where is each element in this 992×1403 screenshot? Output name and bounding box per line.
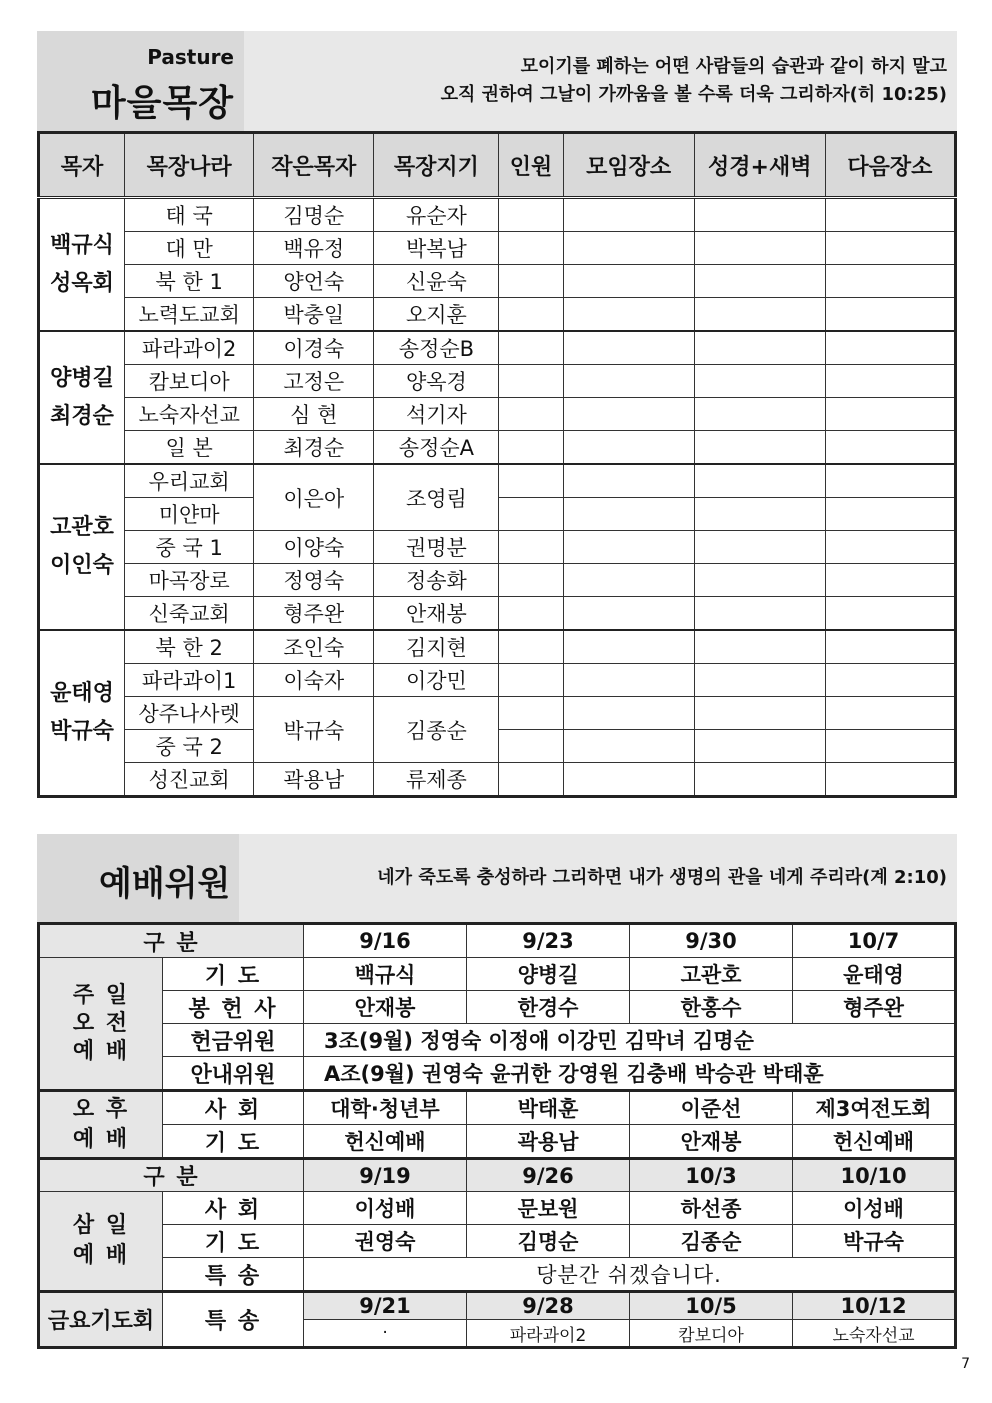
prayer-cell: 윤태영 — [793, 958, 956, 991]
next-place-cell[interactable] — [825, 431, 955, 465]
pastor-name: 이인숙 — [50, 553, 114, 578]
worship-title: 예배위원 — [99, 864, 231, 904]
date-cell: 9/26 — [467, 1159, 630, 1192]
nara-cell: 상주나사렛 — [125, 697, 254, 730]
date-cell: 10/7 — [793, 924, 956, 958]
place-cell[interactable] — [563, 597, 694, 631]
table-row — [39, 398, 956, 431]
keeper-cell: 송정순B — [374, 331, 499, 365]
gubun-label: 구 분 — [39, 1159, 304, 1192]
keeper-cell: 김종순 — [374, 697, 499, 763]
bible-cell[interactable] — [694, 597, 825, 631]
small-pastor-cell: 이양숙 — [254, 531, 374, 564]
worship-header — [37, 834, 957, 922]
place-cell[interactable] — [563, 564, 694, 597]
pasture-table — [37, 131, 957, 798]
col-header-small-pastor: 작은목자 — [254, 133, 374, 198]
bible-cell[interactable] — [694, 763, 825, 797]
pastor-name: 윤태영 — [50, 681, 114, 706]
count-cell[interactable] — [499, 730, 563, 763]
table-row — [39, 531, 956, 564]
keeper-cell: 김지현 — [374, 630, 499, 664]
pm-prayer-cell: 안재봉 — [630, 1125, 793, 1159]
next-place-cell[interactable] — [825, 232, 955, 265]
prayer-cell: 백규식 — [304, 958, 467, 991]
place-cell[interactable] — [563, 664, 694, 697]
pm-prayer-cell: 헌신예배 — [793, 1125, 956, 1159]
nara-cell: 일 본 — [125, 431, 254, 465]
offering-cell: 한홍수 — [630, 991, 793, 1024]
next-place-cell[interactable] — [825, 365, 955, 398]
keeper-cell: 조영림 — [374, 464, 499, 531]
nara-cell: 캄보디아 — [125, 365, 254, 398]
table-row — [39, 464, 956, 498]
next-place-cell[interactable] — [825, 198, 955, 232]
keeper-cell: 정송화 — [374, 564, 499, 597]
keeper-cell: 류제종 — [374, 763, 499, 797]
small-pastor-cell: 조인숙 — [254, 630, 374, 664]
bible-cell[interactable] — [694, 730, 825, 763]
table-row — [39, 630, 956, 664]
bible-cell[interactable] — [694, 664, 825, 697]
group-pastors — [39, 198, 125, 332]
bible-cell[interactable] — [694, 398, 825, 431]
bible-cell[interactable] — [694, 365, 825, 398]
table-row — [39, 1125, 956, 1159]
pasture-english-title: Pasture — [147, 45, 234, 69]
table-row — [39, 958, 956, 991]
group-pastors — [39, 630, 125, 797]
place-cell[interactable] — [563, 198, 694, 232]
nara-cell: 노숙자선교 — [125, 398, 254, 431]
keeper-cell: 오지훈 — [374, 298, 499, 332]
small-pastor-cell: 양언숙 — [254, 265, 374, 298]
table-row — [39, 1258, 956, 1292]
label-line: 오 전 — [72, 1010, 130, 1036]
col-header-bible: 성경+새벽 — [694, 133, 825, 198]
place-cell[interactable] — [563, 531, 694, 564]
pasture-title: 마을목장 — [90, 83, 234, 124]
bible-cell[interactable] — [694, 232, 825, 265]
table-row — [39, 664, 956, 697]
next-place-cell[interactable] — [825, 664, 955, 697]
next-place-cell[interactable] — [825, 265, 955, 298]
col-header-next-place: 다음장소 — [825, 133, 955, 198]
place-cell[interactable] — [563, 697, 694, 730]
small-pastor-cell: 박충일 — [254, 298, 374, 332]
bible-cell[interactable] — [694, 697, 825, 730]
bible-cell[interactable] — [694, 331, 825, 365]
small-pastor-cell: 심 현 — [254, 398, 374, 431]
sunday-pm-label — [39, 1091, 163, 1159]
bible-cell[interactable] — [694, 498, 825, 531]
fri-special-cell: 파라과이2 — [467, 1320, 630, 1348]
prayer-cell: 양병길 — [467, 958, 630, 991]
col-header-place: 모임장소 — [563, 133, 694, 198]
pm-host-cell: 이준선 — [630, 1091, 793, 1125]
nara-cell: 성진교회 — [125, 763, 254, 797]
wed-special-cell: 당분간 쉬겠습니다. — [304, 1258, 956, 1292]
host-label: 사 회 — [163, 1192, 304, 1225]
place-cell[interactable] — [563, 763, 694, 797]
pasture-verse — [441, 53, 947, 109]
small-pastor-cell: 김명순 — [254, 198, 374, 232]
pm-prayer-cell: 헌신예배 — [304, 1125, 467, 1159]
wednesday-date-row — [39, 1159, 956, 1192]
place-cell[interactable] — [563, 298, 694, 332]
count-cell[interactable] — [499, 365, 563, 398]
date-cell: 9/30 — [630, 924, 793, 958]
nara-cell: 북 한 2 — [125, 630, 254, 664]
bible-cell[interactable] — [694, 298, 825, 332]
offering-cell: 한경수 — [467, 991, 630, 1024]
count-cell[interactable] — [499, 265, 563, 298]
count-cell[interactable] — [499, 564, 563, 597]
table-row — [39, 1057, 956, 1091]
worship-title-box — [37, 834, 239, 922]
small-pastor-cell: 이경숙 — [254, 331, 374, 365]
fri-special-cell: · — [304, 1320, 467, 1348]
place-cell[interactable] — [563, 232, 694, 265]
date-cell: 10/10 — [793, 1159, 956, 1192]
count-cell[interactable] — [499, 597, 563, 631]
small-pastor-cell: 최경순 — [254, 431, 374, 465]
keeper-cell: 양옥경 — [374, 365, 499, 398]
nara-cell: 중 국 2 — [125, 730, 254, 763]
bible-cell[interactable] — [694, 431, 825, 465]
table-row — [39, 232, 956, 265]
wed-host-cell: 문보원 — [467, 1192, 630, 1225]
nara-cell: 중 국 1 — [125, 531, 254, 564]
wednesday-label — [39, 1192, 163, 1292]
special-label: 특 송 — [163, 1258, 304, 1292]
pm-host-cell: 박태훈 — [467, 1091, 630, 1125]
small-pastor-cell: 정영숙 — [254, 564, 374, 597]
special-label: 특 송 — [163, 1292, 304, 1348]
nara-cell: 태 국 — [125, 198, 254, 232]
small-pastor-cell: 형주완 — [254, 597, 374, 631]
bible-cell[interactable] — [694, 265, 825, 298]
pasture-title-box — [37, 31, 244, 131]
bible-cell[interactable] — [694, 198, 825, 232]
count-cell[interactable] — [499, 531, 563, 564]
place-cell[interactable] — [563, 365, 694, 398]
fri-special-cell: 노숙자선교 — [793, 1320, 956, 1348]
count-cell[interactable] — [499, 630, 563, 664]
nara-cell: 신죽교회 — [125, 597, 254, 631]
gubun-label: 구 분 — [39, 924, 304, 958]
bible-cell[interactable] — [694, 531, 825, 564]
bible-cell[interactable] — [694, 564, 825, 597]
pastor-name: 백규식 — [50, 232, 114, 258]
pastor-name: 성옥회 — [50, 270, 114, 296]
keeper-cell: 안재봉 — [374, 597, 499, 631]
place-cell[interactable] — [563, 431, 694, 465]
table-row — [39, 697, 956, 730]
offering-cell: 안재봉 — [304, 991, 467, 1024]
wed-prayer-cell: 권영숙 — [304, 1225, 467, 1258]
bible-cell[interactable] — [694, 464, 825, 498]
keeper-cell: 권명분 — [374, 531, 499, 564]
table-row — [39, 597, 956, 631]
small-pastor-cell: 고정은 — [254, 365, 374, 398]
next-place-cell[interactable] — [825, 630, 955, 664]
table-row — [39, 431, 956, 465]
host-label: 사 회 — [163, 1091, 304, 1125]
count-cell[interactable] — [499, 697, 563, 730]
count-cell[interactable] — [499, 398, 563, 431]
count-cell[interactable] — [499, 331, 563, 365]
nara-cell: 북 한 1 — [125, 265, 254, 298]
pastor-name: 박규숙 — [50, 719, 114, 744]
keeper-cell: 신윤숙 — [374, 265, 499, 298]
usher-text: A조(9월) 권영숙 윤귀한 강영원 김충배 박승관 박태훈 — [304, 1057, 956, 1091]
date-cell: 9/21 — [304, 1292, 467, 1320]
pastor-name: 고관호 — [50, 515, 114, 540]
table-row — [39, 331, 956, 365]
col-header-pastor: 목자 — [39, 133, 125, 198]
keeper-cell: 이강민 — [374, 664, 499, 697]
label-line: 예 배 — [72, 1243, 130, 1268]
table-row — [39, 1024, 956, 1057]
pm-host-cell: 제3여전도회 — [793, 1091, 956, 1125]
usher-label: 안내위원 — [163, 1057, 304, 1091]
small-pastor-cell: 곽용남 — [254, 763, 374, 797]
keeper-cell: 유순자 — [374, 198, 499, 232]
prayer-label: 기 도 — [163, 1225, 304, 1258]
label-line: 주 일 — [72, 982, 130, 1008]
nara-cell: 우리교회 — [125, 464, 254, 498]
wed-host-cell: 하선종 — [630, 1192, 793, 1225]
nara-cell: 대 만 — [125, 232, 254, 265]
prayer-label: 기 도 — [163, 1125, 304, 1159]
next-place-cell[interactable] — [825, 763, 955, 797]
friday-date-row — [39, 1292, 956, 1320]
date-cell: 10/12 — [793, 1292, 956, 1320]
small-pastor-cell: 박규숙 — [254, 697, 374, 763]
keeper-cell: 송정순A — [374, 431, 499, 465]
count-cell[interactable] — [499, 498, 563, 531]
label-line: 예 배 — [72, 1126, 130, 1152]
group-pastors — [39, 464, 125, 630]
fri-special-cell: 캄보디아 — [630, 1320, 793, 1348]
pm-host-cell: 대학·청년부 — [304, 1091, 467, 1125]
next-place-cell[interactable] — [825, 564, 955, 597]
date-cell: 9/19 — [304, 1159, 467, 1192]
next-place-cell[interactable] — [825, 597, 955, 631]
table-row — [39, 265, 956, 298]
wed-prayer-cell: 박규숙 — [793, 1225, 956, 1258]
sunday-am-label — [39, 958, 163, 1091]
date-cell: 9/16 — [304, 924, 467, 958]
place-cell[interactable] — [563, 498, 694, 531]
label-line: 삼 일 — [72, 1213, 130, 1238]
place-cell[interactable] — [563, 265, 694, 298]
sunday-date-row — [39, 924, 956, 958]
offering-cell: 형주완 — [793, 991, 956, 1024]
worship-verse: 네가 죽도록 충성하라 그리하면 내가 생명의 관을 네게 주리라(계 2:10) — [377, 867, 947, 888]
pasture-header — [37, 31, 957, 131]
wed-prayer-cell: 김명순 — [467, 1225, 630, 1258]
next-place-cell[interactable] — [825, 498, 955, 531]
place-cell[interactable] — [563, 464, 694, 498]
small-pastor-cell: 이은아 — [254, 464, 374, 531]
place-cell[interactable] — [563, 398, 694, 431]
table-row — [39, 365, 956, 398]
offering-label: 봉 헌 사 — [163, 991, 304, 1024]
next-place-cell[interactable] — [825, 730, 955, 763]
collection-label: 헌금위원 — [163, 1024, 304, 1057]
col-header-keeper: 목장지기 — [374, 133, 499, 198]
next-place-cell[interactable] — [825, 298, 955, 332]
table-row — [39, 1091, 956, 1125]
wed-host-cell: 이성배 — [793, 1192, 956, 1225]
col-header-count: 인원 — [499, 133, 563, 198]
date-cell: 10/3 — [630, 1159, 793, 1192]
group-pastors — [39, 331, 125, 464]
pastor-name: 양병길 — [50, 365, 114, 391]
friday-label: 금요기도회 — [39, 1292, 163, 1348]
collection-text: 3조(9월) 정영숙 이정애 이강민 김막녀 김명순 — [304, 1024, 956, 1057]
bible-cell[interactable] — [694, 630, 825, 664]
next-place-cell[interactable] — [825, 464, 955, 498]
next-place-cell[interactable] — [825, 398, 955, 431]
count-cell[interactable] — [499, 298, 563, 332]
pasture-verse-line2: 오직 권하여 그날이 가까움을 볼 수록 더욱 그리하자(히 10:25) — [440, 84, 947, 105]
count-cell[interactable] — [499, 198, 563, 232]
date-cell: 9/28 — [467, 1292, 630, 1320]
table-row — [39, 1192, 956, 1225]
page-number: 7 — [961, 1356, 970, 1372]
count-cell[interactable] — [499, 232, 563, 265]
col-header-nara: 목장나라 — [125, 133, 254, 198]
count-cell[interactable] — [499, 763, 563, 797]
pastor-name: 최경순 — [50, 403, 114, 429]
next-place-cell[interactable] — [825, 531, 955, 564]
place-cell[interactable] — [563, 630, 694, 664]
nara-cell: 파라과이2 — [125, 331, 254, 365]
table-row — [39, 991, 956, 1024]
label-line: 오 후 — [72, 1096, 130, 1122]
nara-cell: 파라과이1 — [125, 664, 254, 697]
table-row — [39, 1225, 956, 1258]
worship-table — [37, 922, 957, 1349]
next-place-cell[interactable] — [825, 331, 955, 365]
small-pastor-cell: 백유정 — [254, 232, 374, 265]
prayer-cell: 고관호 — [630, 958, 793, 991]
count-cell[interactable] — [499, 464, 563, 498]
date-cell: 9/23 — [467, 924, 630, 958]
table-row — [39, 763, 956, 797]
keeper-cell: 박복남 — [374, 232, 499, 265]
wed-host-cell: 이성배 — [304, 1192, 467, 1225]
count-cell[interactable] — [499, 431, 563, 465]
date-cell: 10/5 — [630, 1292, 793, 1320]
wed-prayer-cell: 김종순 — [630, 1225, 793, 1258]
table-row — [39, 198, 956, 232]
table-row — [39, 564, 956, 597]
pasture-header-row — [39, 133, 956, 198]
nara-cell: 노력도교회 — [125, 298, 254, 332]
place-cell[interactable] — [563, 331, 694, 365]
nara-cell: 미얀마 — [125, 498, 254, 531]
small-pastor-cell: 이숙자 — [254, 664, 374, 697]
pm-prayer-cell: 곽용남 — [467, 1125, 630, 1159]
keeper-cell: 석기자 — [374, 398, 499, 431]
nara-cell: 마곡장로 — [125, 564, 254, 597]
prayer-label: 기 도 — [163, 958, 304, 991]
pasture-verse-line1: 모이기를 폐하는 어떤 사람들의 습관과 같이 하지 말고 — [520, 56, 947, 77]
label-line: 예 배 — [72, 1038, 130, 1064]
table-row — [39, 298, 956, 332]
next-place-cell[interactable] — [825, 697, 955, 730]
place-cell[interactable] — [563, 730, 694, 763]
count-cell[interactable] — [499, 664, 563, 697]
